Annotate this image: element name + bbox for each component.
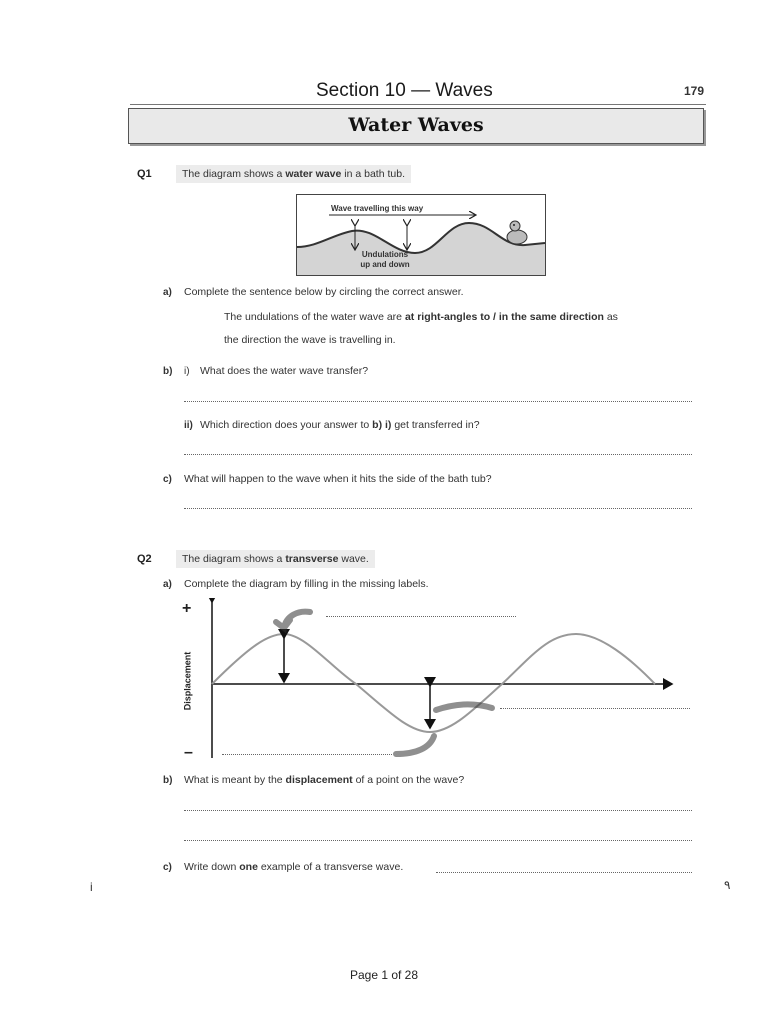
crest-label-answer[interactable] — [326, 616, 516, 617]
section-title: Section 10 — Waves — [316, 80, 493, 101]
page-indicator: Page 1 of 28 — [349, 968, 419, 982]
q1-number: Q1 — [137, 168, 152, 180]
page-title: Water Waves — [348, 114, 484, 136]
q1b-ii-text — [200, 419, 480, 431]
amplitude-label-answer[interactable] — [500, 708, 690, 709]
undulation-label-1: Undulations — [361, 250, 409, 259]
q2b-text-pre: What is meant by the — [184, 774, 286, 786]
q1a-sentence-line2: the direction the wave is travelling in. — [224, 334, 396, 346]
q1a-sentence-pre: The undulations of the water wave are — [224, 311, 405, 323]
label-pointer-middle — [436, 704, 492, 710]
q1b-ii-label: ii) — [184, 420, 193, 431]
q2a-label: a) — [163, 579, 172, 590]
q2c-text-post: example of a transverse wave. — [257, 861, 404, 873]
duck-icon — [507, 221, 527, 244]
q1a-sentence — [224, 311, 618, 323]
trough-label-answer[interactable] — [222, 754, 392, 755]
q2a-text: Complete the diagram by filling in the missing labels. — [184, 578, 429, 590]
q1b-i-text: What does the water wave transfer? — [200, 365, 369, 377]
q2-number: Q2 — [137, 553, 152, 565]
plus-sign: + — [182, 600, 192, 617]
q2b-label: b) — [163, 775, 173, 786]
right-margin-mark: ٩ — [724, 878, 731, 892]
q1-stem — [176, 165, 411, 183]
bath-wave-diagram — [296, 194, 546, 276]
q1-stem-pre: The diagram shows a — [182, 168, 286, 180]
q2b-answer-line-1[interactable] — [184, 810, 692, 811]
q2b-text-bold: displacement — [285, 774, 353, 786]
transverse-wave-diagram — [180, 598, 700, 766]
water-fill — [297, 223, 545, 275]
q1c-text: What will happen to the wave when it hits the side of the bath tub? — [184, 473, 492, 485]
left-margin-mark: i — [90, 880, 93, 894]
q1a-label: a) — [163, 287, 172, 298]
q2c-text — [184, 861, 403, 873]
minus-sign: – — [184, 744, 193, 761]
q2b-text — [184, 774, 464, 786]
q1-stem-bold: water wave — [285, 168, 342, 180]
q1c-label: c) — [163, 474, 172, 485]
q1b-label: b) — [163, 366, 173, 377]
q1a-options[interactable]: at right-angles to / in the same direction — [404, 311, 604, 323]
q2-stem — [176, 550, 375, 568]
q2c-label: c) — [163, 862, 172, 873]
q1a-text: Complete the sentence below by circling the correct answer. — [184, 286, 464, 298]
q2b-text-post: of a point on the wave? — [352, 774, 465, 786]
q1b-ii-text-post: get transferred in? — [391, 419, 480, 431]
q2c-text-bold: one — [239, 861, 258, 873]
label-pointer-trough — [396, 736, 434, 754]
transverse-wave-svg — [180, 598, 700, 766]
q1b-ii-answer-line[interactable] — [184, 454, 692, 455]
q2b-answer-line-2[interactable] — [184, 840, 692, 841]
label-pointer-crest — [276, 612, 310, 628]
q2-stem-pre: The diagram shows a — [182, 553, 286, 565]
wave-curve — [212, 634, 655, 732]
wave-direction-label: Wave travelling this way — [331, 204, 424, 213]
q1a-sentence-post: as — [603, 311, 618, 323]
page-number: 179 — [684, 84, 705, 98]
q1c-answer-line[interactable] — [184, 508, 692, 509]
q1b-ii-text-bold: b) i) — [372, 419, 392, 431]
q1b-i-answer-line[interactable] — [184, 401, 692, 402]
q2c-text-pre: Write down — [184, 861, 240, 873]
undulation-label — [355, 250, 415, 270]
q1b-i-label: i) — [184, 366, 190, 377]
header-rule — [130, 104, 706, 105]
undulation-label-2: up and down — [360, 260, 410, 269]
displacement-axis-label: Displacement — [182, 651, 193, 711]
title-box — [128, 108, 704, 144]
q2c-answer-line[interactable] — [436, 872, 692, 873]
q1b-ii-text-pre: Which direction does your answer to — [200, 419, 373, 431]
q2-stem-bold: transverse — [285, 553, 339, 565]
q1-stem-post: in a bath tub. — [341, 168, 405, 180]
q2-stem-post: wave. — [338, 553, 369, 565]
